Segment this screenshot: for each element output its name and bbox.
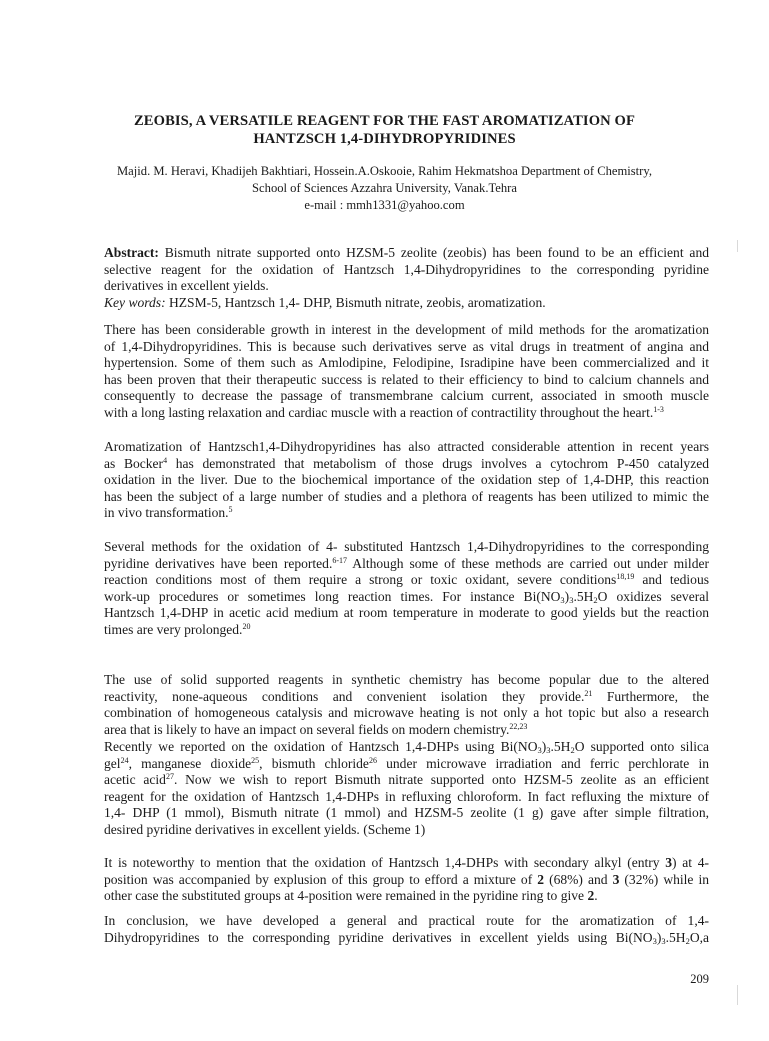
citation: 25	[251, 755, 260, 765]
text-line: Aromatization of Hantzsch1,4-Dihydropyridines has also attracted considerable attention in recent years	[104, 439, 709, 454]
title-line-2: HANTZSCH 1,4-DIHYDROPYRIDINES	[253, 131, 516, 147]
citation: 22,23	[509, 721, 528, 731]
citation: 26	[368, 755, 377, 765]
text-line: gel$^{24}$, manganese dioxide$^{25}$, bismuth chloride$^{26}$ under microwave irradiation and ferric perchlorate in	[104, 755, 710, 771]
text-line: other case the substituted groups at 4-position were remained in the pyridine ring to give 2.	[104, 888, 598, 904]
email-line: e-mail : mmh1331@yahoo.com	[304, 198, 465, 212]
page-number: 209	[690, 972, 709, 986]
text-line: 1,4- DHP (1 mmol), Bismuth nitrate (1 mmol) and HZSM-5 zeolite (1 g) gave after simple filtration,	[104, 805, 709, 821]
keywords: HZSM-5, Hantzsch 1,4- DHP, Bismuth nitrate, zeobis, aromatization.	[168, 294, 546, 310]
text-line: It is noteworthy to mention that the oxidation of Hantzsch 1,4-DHPs with secondary alkyl (entry 3) at 4-	[104, 855, 709, 870]
paragraph-3	[104, 539, 709, 639]
text-line: Recently we reported on the oxidation of Hantzsch 1,4-DHPs using $Bi(NO_3)_3.5H_2O$ supported onto silica	[104, 739, 710, 755]
text-line: with a long lasting relaxation and cardiac muscle with a reaction of contractility throughout the heart.$^{1-3}$	[104, 404, 664, 420]
text-line: In conclusion, we have developed a general and practical route for the aromatization of 1,4-	[104, 913, 709, 928]
scan-artifact	[737, 240, 738, 252]
text-line: work-up procedures or sometimes long reaction times. For instance $Bi(NO_3)_3.5H_2O$ oxidizes several	[104, 588, 710, 605]
text-line: position was accompanied by explusion of this group to efford a mixture of 2 (68%) and 3 (32%) while in	[104, 871, 709, 887]
abstract-line-2: selective reagent for the oxidation of Hantzsch 1,4-Dihydropyridines to the corresponding pyridine	[104, 261, 709, 277]
text-line: times are very prolonged.$^{20}$	[104, 621, 251, 637]
citation: 20	[242, 621, 251, 631]
citation: 6-17	[332, 555, 348, 565]
paragraph-5	[104, 739, 709, 839]
text-line: reagent for the oxidation of Hantzsch 1,4-DHPs in refluxing chloroform. In fact refluxing the mixture of	[104, 788, 709, 804]
text-line: Dihydropyridines to the corresponding pyridine derivatives in excellent yields using $Bi(NO_3)_3.5H_2O,a$	[104, 929, 709, 946]
authors-line-2: School of Sciences Azzahra University, Vanak.Tehra	[252, 181, 517, 195]
abstract-line-3: derivatives in excellent yields.	[104, 278, 269, 294]
text-line: combination of homogeneous catalysis and microwave heating is not only a hot topic but also a research	[104, 705, 709, 721]
authors-line-1: Majid. M. Heravi, Khadijeh Bakhtiari, Hossein.A.Oskooie, Rahim Hekmatshoa Department of Chemistry,	[116, 164, 652, 178]
title-line-1: ZEOBIS, A VERSATILE REAGENT FOR THE FAST AROMATIZATION OF	[133, 113, 636, 129]
citation: 5	[228, 505, 233, 515]
paragraph-4	[104, 672, 709, 738]
text-line: consequently to decrease the passage of transmembrane calcium current, associated in smooth muscle	[104, 388, 709, 404]
citation: 27	[165, 772, 174, 782]
paragraph-2	[104, 439, 709, 522]
text-line: acetic acid$^{27}$. Now we wish to report Bismuth nitrate supported onto HZSM-5 zeolite as an efficient	[104, 772, 710, 788]
text-line: area that is likely to have an impact on several fields on modern chemistry.$^{22,23}$	[104, 721, 528, 737]
text-line: The use of solid supported reagents in synthetic chemistry has become popular due to the altered	[104, 672, 709, 687]
text-line: desired pyridine derivatives in excellent yields. (Scheme 1)	[104, 821, 426, 837]
text-line: Several methods for the oxidation of 4- substituted Hantzsch 1,4-Dihydropyridines to the corresponding	[104, 539, 709, 554]
author-block	[60, 163, 709, 214]
text-line: has been the subject of a large number of studies and a plethora of reagents has been utilized to mimic the	[104, 488, 709, 504]
paper-title	[60, 112, 709, 148]
paragraph-6	[104, 855, 709, 905]
text-line: reaction conditions most of them require a strong or toxic oxidant, severe conditions$^{18,19}$ and tedious	[104, 572, 709, 588]
citation: 1-3	[653, 404, 664, 414]
scan-artifact	[737, 985, 738, 1005]
text-line: in vivo transformation.$^5$	[104, 505, 233, 521]
paragraph-1	[104, 322, 709, 422]
text-line: There has been considerable growth in interest in the development of mild methods for the aromatization	[104, 322, 709, 337]
citation: 24	[120, 755, 129, 765]
text-line: of 1,4-Dihydropyridines. This is because such derivatives serve as vital drugs in treatment of angina and	[104, 338, 709, 354]
text-line: pyridine derivatives have been reported.$^{6-17}$ Although some of these methods are carried out under milder	[104, 555, 709, 571]
citation: 18,19	[616, 572, 635, 582]
keywords-line	[104, 295, 709, 312]
text-line: has been proven that their therapeutic success is related to their efficiency to bind to calcium channels and	[104, 371, 709, 387]
abstract-line-1: Abstract: Bismuth nitrate supported onto HZSM-5 zeolite (zeobis) has been found to be an efficient and	[104, 245, 709, 260]
text-line: reactivity, none-aqueous conditions and convenient isolation they provide.$^{21}$ Furthermore, the	[104, 688, 709, 704]
keywords-label: Key words:	[104, 294, 166, 310]
paragraph-7	[104, 913, 709, 946]
citation: 4	[163, 455, 168, 465]
text-line: Hantzsch 1,4-DHP in acetic acid medium at room temperature in moderate to good yields but the reaction	[104, 605, 709, 621]
text-line: as Bocker$^4$ has demonstrated that metabolism of those drugs involves a cytochrom P-450 catalyzed	[104, 455, 709, 471]
text-line: hypertension. Some of them such as Amlodipine, Felodipine, Isradipine have been commercialized and it	[104, 355, 709, 371]
text-line: oxidation in the liver. Due to the biochemical importance of the oxidation step of 1,4-DHP, this reaction	[104, 472, 709, 488]
abstract	[104, 245, 709, 311]
citation: 21	[584, 688, 593, 698]
abstract-label: Abstract:	[104, 245, 159, 260]
